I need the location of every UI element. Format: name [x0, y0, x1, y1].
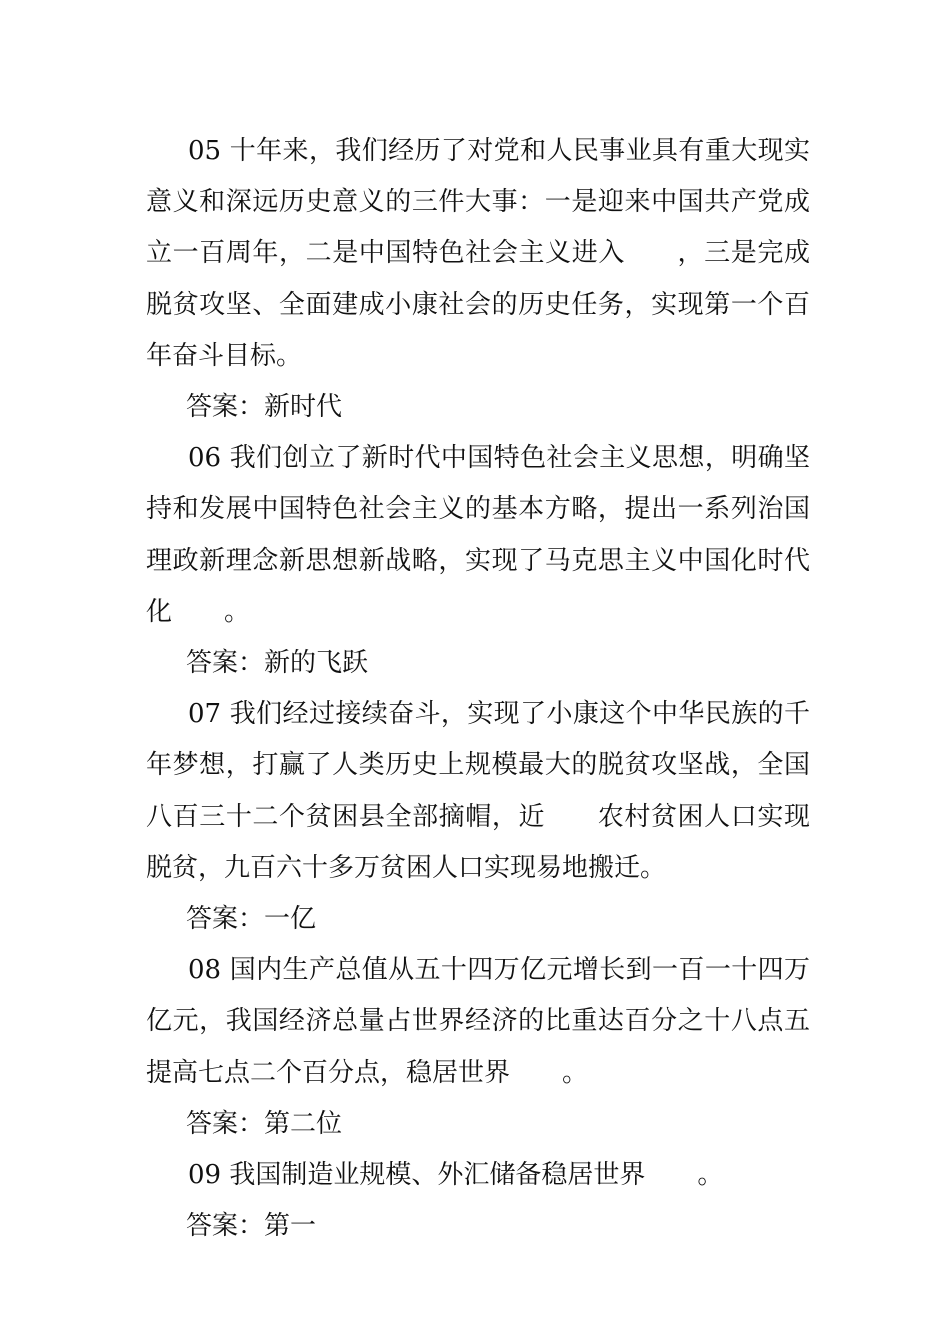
question-05 — [146, 126, 810, 382]
question-text-before-blank: 我们创立了新时代中国特色社会主义思想，明确坚持和发展中国特色社会主义的基本方略，提出一系列治国理政新理念新思想新战略，实现了马克思主义中国化时代化 — [146, 443, 810, 627]
question-number: 09 — [188, 1160, 222, 1191]
question-text-before-blank: 我国制造业规模、外汇储备稳居世界 — [229, 1160, 646, 1191]
question-text-before-blank: 国内生产总值从五十四万亿元增长到一百一十四万亿元，我国经济总量占世界经济的比重达百分之十八点五提高七点二个百分点，稳居世界 — [146, 955, 810, 1088]
question-06 — [146, 433, 810, 638]
answer-06: 答案：新的飞跃 — [186, 648, 369, 679]
question-08 — [146, 945, 810, 1099]
question-text-after-blank: 。 — [697, 1160, 724, 1191]
answer-08: 答案：第二位 — [186, 1108, 343, 1139]
question-number: 08 — [188, 955, 222, 986]
document-page — [146, 126, 810, 1252]
question-text-after-blank: 农村贫困人口实现脱贫，九百六十多万贫困人口实现易地搬迁。 — [146, 801, 810, 883]
question-07 — [146, 689, 810, 894]
question-text-after-blank: 。 — [562, 1057, 589, 1088]
answer-09: 答案：第一 — [186, 1211, 317, 1242]
question-number: 06 — [188, 443, 222, 474]
answer-05: 答案：新时代 — [186, 392, 343, 423]
question-number: 05 — [188, 136, 222, 166]
question-text-before-blank: 我们经过接续奋斗，实现了小康这个中华民族的千年梦想，打赢了人类历史上规模最大的脱贫攻坚战，全国八百三十二个贫困县全部摘帽，近 — [146, 699, 810, 832]
answer-07: 答案：一亿 — [186, 904, 317, 935]
question-number: 07 — [188, 699, 222, 730]
question-text-after-blank: ，三是完成脱贫攻坚、全面建成小康社会的历史任务，实现第一个百年奋斗目标。 — [146, 238, 810, 371]
question-text-before-blank: 十年来，我们经历了对党和人民事业具有重大现实意义和深远历史意义的三件大事：一是迎来中国共产党成立一百周年，二是中国特色社会主义进入 — [146, 136, 810, 269]
question-09 — [146, 1150, 810, 1201]
question-text-after-blank: 。 — [224, 596, 251, 627]
